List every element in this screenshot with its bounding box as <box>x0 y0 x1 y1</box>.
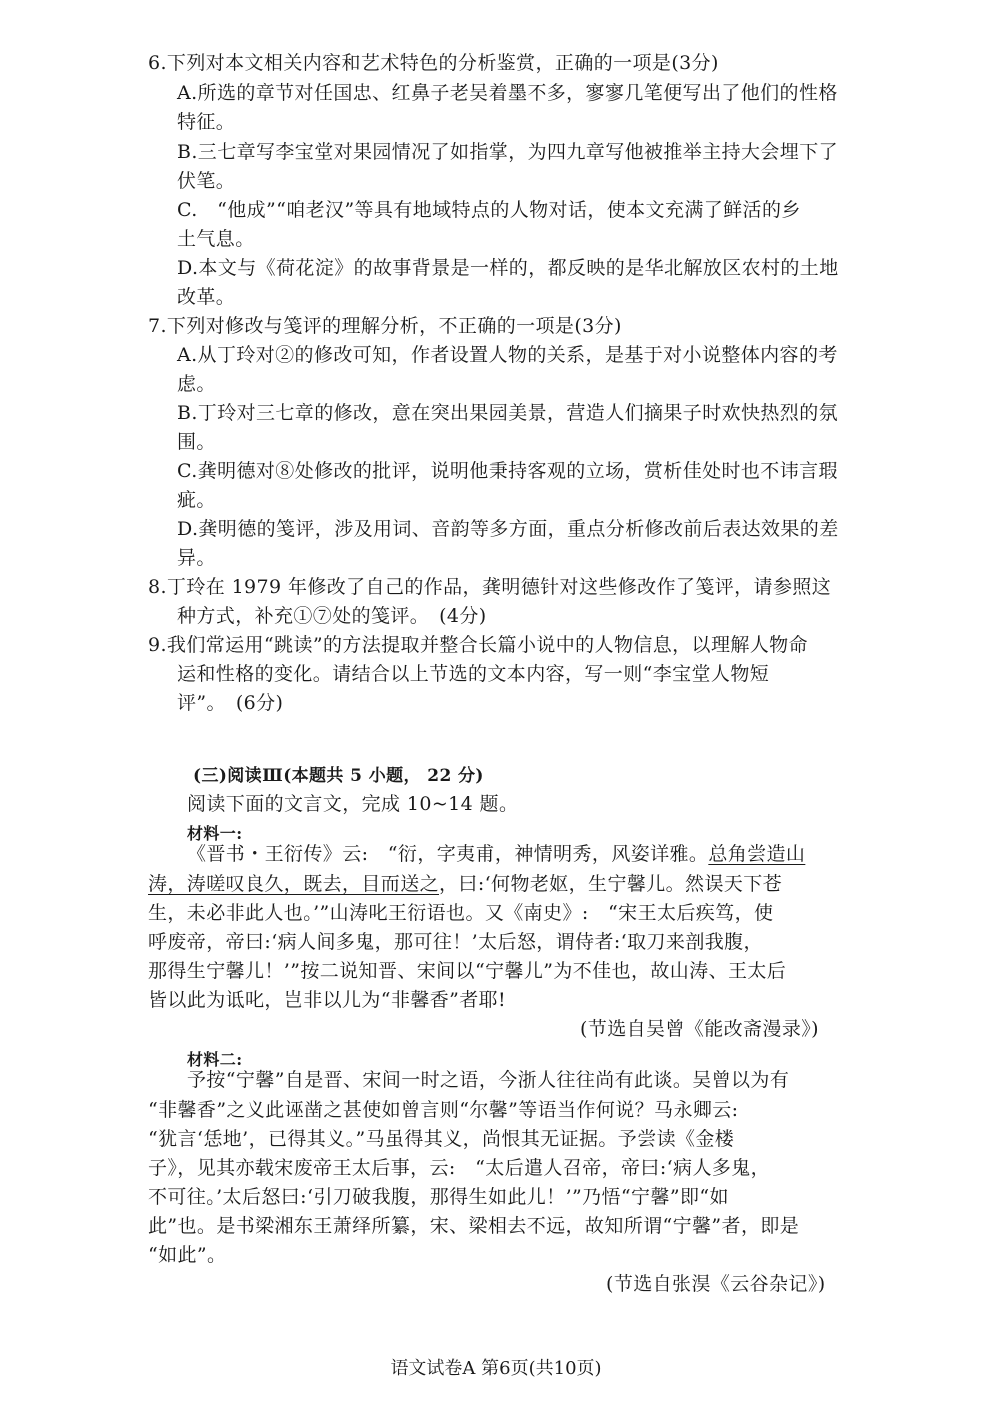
material2-line-1: 予按“宁馨”自是晋、宋间一时之语，今浙人往往尚有此谈。吴曾以为有 <box>187 1069 790 1091</box>
q8-text-cont: 种方式，补充①⑦处的笺评。 (4分) <box>177 605 487 627</box>
q7-option-b-cont: 围。 <box>177 431 216 453</box>
material1-label: 材料一: <box>187 824 243 843</box>
material1-line-4: 呼废帝，帝曰:‘病人间多鬼，那可往！’太后怒，谓侍者:‘取刀来剖我腹， <box>148 931 763 953</box>
q9-text: 9.我们常运用“跳读”的方法提取并整合长篇小说中的人物信息，以理解人物命 <box>148 634 808 656</box>
q7-option-a: A.从丁玲对②的修改可知，作者设置人物的关系，是基于对小说整体内容的考 <box>177 344 838 366</box>
section-title: (三)阅读Ⅲ(本题共 5 小题， 22 分) <box>193 766 484 786</box>
q8-text: 8.丁玲在 1979 年修改了自己的作品，龚明德针对这些修改作了笺评，请参照这 <box>148 576 832 598</box>
material2-line-3: “犹言‘恁地’，已得其义。”马虽得其义，尚恨其无证据。予尝读《金楼 <box>148 1128 735 1150</box>
q6-option-d-cont: 改革。 <box>177 286 236 308</box>
q7-option-a-cont: 虑。 <box>177 373 216 395</box>
q7-option-b: B.丁玲对三七章的修改，意在突出果园美景，营造人们摘果子时欢快热烈的氛 <box>177 402 839 424</box>
q7-option-c-cont: 疵。 <box>177 489 216 511</box>
q6-option-a-cont: 特征。 <box>177 111 236 133</box>
q6-option-c: C. “他成”“咱老汉”等具有地域特点的人物对话，使本文充满了鲜活的乡 <box>177 199 801 221</box>
underlined-sentence-cont: 涛，涛嗟叹良久，既去，目而送之 <box>148 873 440 895</box>
page-footer: 语文试卷A 第6页(共10页) <box>390 1358 602 1379</box>
material2-label: 材料二: <box>187 1050 243 1069</box>
material2-line-6: 此”也。是书梁湘东王萧绎所纂，宋、梁相去不远，故知所谓“宁馨”者，即是 <box>148 1215 800 1237</box>
q6-stem: 6.下列对本文相关内容和艺术特色的分析鉴赏，正确的一项是(3分) <box>148 52 719 74</box>
material2-source: (节选自张淏《云谷杂记》) <box>606 1273 826 1295</box>
material1-text: 《晋书・王衍传》云: “衍，字夷甫，神情明秀，风姿详雅。 <box>187 843 709 865</box>
q6-option-d: D.本文与《荷花淀》的故事背景是一样的，都反映的是华北解放区农村的土地 <box>177 257 839 279</box>
q6-option-b: B.三七章写李宝堂对果园情况了如指掌，为四九章写他被推举主持大会埋下了 <box>177 141 839 163</box>
material1-source: (节选自吴曾《能改斋漫录》) <box>580 1018 819 1040</box>
q6-option-c-cont: 土气息。 <box>177 228 255 250</box>
q7-option-c: C.龚明德对⑧处修改的批评，说明他秉持客观的立场，赏析佳处时也不讳言瑕 <box>177 460 838 482</box>
material1-line-1 <box>187 840 805 869</box>
material1-line-3: 生，未必非此人也。’”山涛叱王衍语也。又《南史》: “宋王太后疾笃，使 <box>148 902 774 924</box>
q7-stem: 7.下列对修改与笺评的理解分析，不正确的一项是(3分) <box>148 315 622 337</box>
q9-text-cont-2: 评”。 (6分) <box>177 692 284 714</box>
material1-text: ，曰:‘何物老妪，生宁馨儿。然误天下苍 <box>439 873 783 895</box>
material2-line-5: 不可往。’太后怒曰:‘引刀破我腹，那得生如此儿！’”乃悟“宁馨”即“如 <box>148 1186 729 1208</box>
q6-option-b-cont: 伏笔。 <box>177 170 236 192</box>
underlined-sentence: 总角尝造山 <box>708 843 806 865</box>
material2-line-4: 子》，见其亦载宋废帝王太后事，云: “太后遣人召帝，帝曰:‘病人多鬼， <box>148 1157 771 1179</box>
material2-line-7: “如此”。 <box>148 1244 227 1266</box>
q6-option-a: A.所选的章节对任国忠、红鼻子老吴着墨不多，寥寥几笔便写出了他们的性格 <box>177 82 838 104</box>
material1-line-5: 那得生宁馨儿！’”按二说知晋、宋间以“宁馨儿”为不佳也，故山涛、王太后 <box>148 960 787 982</box>
material1-line-6: 皆以此为诋叱，岂非以儿为“非馨香”者耶! <box>148 989 507 1011</box>
q7-option-d-cont: 异。 <box>177 547 216 569</box>
material2-line-2: “非馨香”之义此诬凿之甚使如曾言则“尔馨”等语当作何说？马永卿云: <box>148 1099 739 1121</box>
q9-text-cont-1: 运和性格的变化。请结合以上节选的文本内容，写一则“李宝堂人物短 <box>177 663 770 685</box>
section-instruction: 阅读下面的文言文，完成 10~14 题。 <box>187 793 519 815</box>
q7-option-d: D.龚明德的笺评，涉及用词、音韵等多方面，重点分析修改前后表达效果的差 <box>177 518 839 540</box>
material1-line-2 <box>148 870 782 899</box>
